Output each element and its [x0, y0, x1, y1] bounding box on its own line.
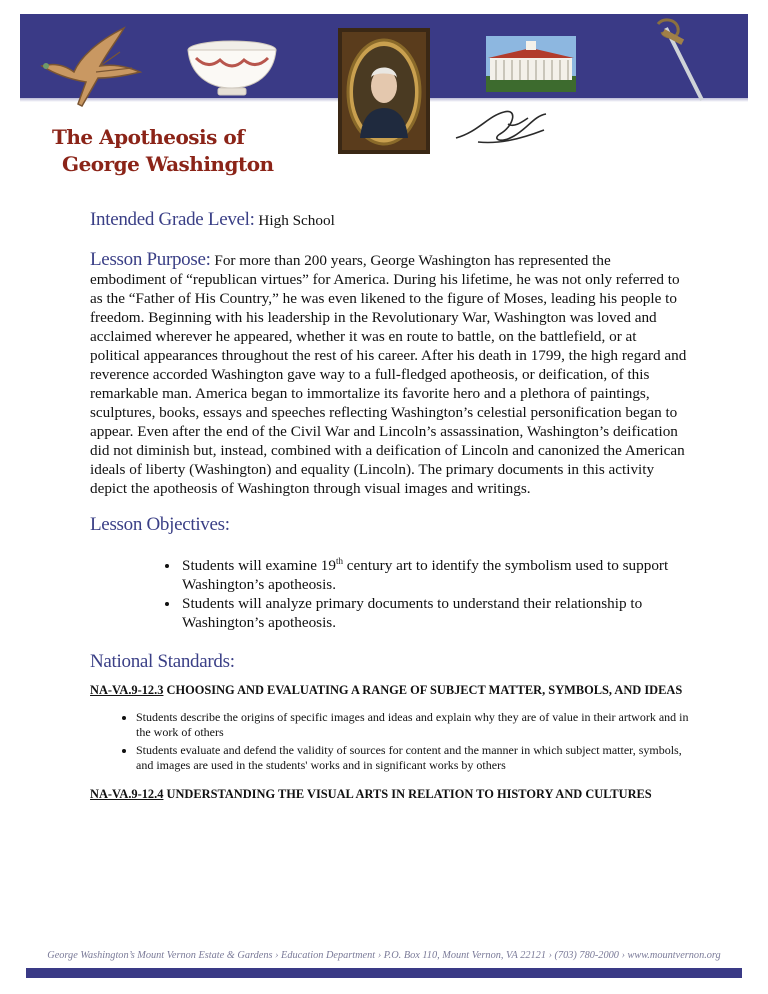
sword-icon: [652, 18, 712, 102]
title-line-1: The Apotheosis of: [52, 125, 245, 149]
lesson-objectives-heading: Lesson Objectives:: [90, 514, 230, 535]
portrait-icon: [338, 28, 430, 154]
bowl-icon: [186, 40, 278, 98]
objective-item: • Students will examine 19th century art to identify the symbolism used to support Washington’s apotheosis.: [180, 552, 690, 594]
signature-icon: [448, 104, 556, 152]
grade-level-value: High School: [254, 212, 335, 229]
grade-level-row: [90, 210, 690, 230]
footer-address: George Washington’s Mount Vernon Estate & Gardens › Education Department › P.O. Box 110, Mount Vernon, VA 22121 › (703) 780-2000 › www.mountvernon.org: [47, 950, 721, 961]
grade-level-label: Intended Grade Level:: [90, 209, 255, 230]
standard-item: • Students describe the origins of specific images and ideas and explain why they are of value in their artwork and in the work of others: [136, 710, 690, 740]
objectives-list: [90, 552, 690, 632]
lesson-purpose: [90, 250, 690, 498]
lesson-purpose-label: Lesson Purpose:: [90, 249, 211, 270]
lesson-content: [90, 210, 690, 802]
mansion-icon: [486, 36, 576, 92]
standard-code: NA-VA.9-12.3: [90, 683, 164, 698]
page-title: [52, 124, 274, 178]
title-line-2: George Washington: [62, 152, 274, 176]
national-standards-heading: National Standards:: [90, 651, 235, 673]
standard-heading: NA-VA.9-12.4 UNDERSTANDING THE VISUAL ARTS IN RELATION TO HISTORY AND CULTURES: [90, 787, 652, 802]
eagle-icon: [36, 22, 146, 112]
standard-item: • Students evaluate and defend the validity of sources for content and the manner in which subject matter, symbols, and images are used in the students' works and in significant works by others: [136, 743, 690, 773]
standard-heading: NA-VA.9-12.3 CHOOSING AND EVALUATING A RANGE OF SUBJECT MATTER, SYMBOLS, AND IDEAS: [90, 683, 683, 698]
objective-item: • Students will analyze primary documents to understand their relationship to Washington’s apotheosis.: [180, 594, 690, 632]
standard-items: [90, 710, 690, 773]
lesson-purpose-text: For more than 200 years, George Washington has represented the embodiment of “republican virtues” for America. During his lifetime, he was not only referred to as the “Father of His Country,” he was even likened to the figure of Moses, leading his people to freedom. Beginning with his leadership in the Revolutionary War, Washington was loved and acclaimed wherever he appeared, whether it was en route to battle, on the battlefield, or at political appearances throughout the rest of his career. After his death in 1799, the high regard and reverence accorded Washington gave way to a full-fledged apotheosis, or deification, of this remarkable man. America began to immortalize its favorite hero and a plethora of paintings, sculptures, books, essays and speeches reflecting Washington’s celestial personification began to appear. Even after the end of the Civil War and Lincoln’s assassination, Washington’s deification did not diminish but, instead, combined with a deification of Lincoln and canonized the American ideals of liberty (Washington) and equality (Lincoln). The primary documents in this activity depict the apotheosis of Washington through visual images and writings.: [90, 252, 687, 497]
standard-code: NA-VA.9-12.4: [90, 787, 164, 802]
footer-bar: [26, 968, 742, 978]
